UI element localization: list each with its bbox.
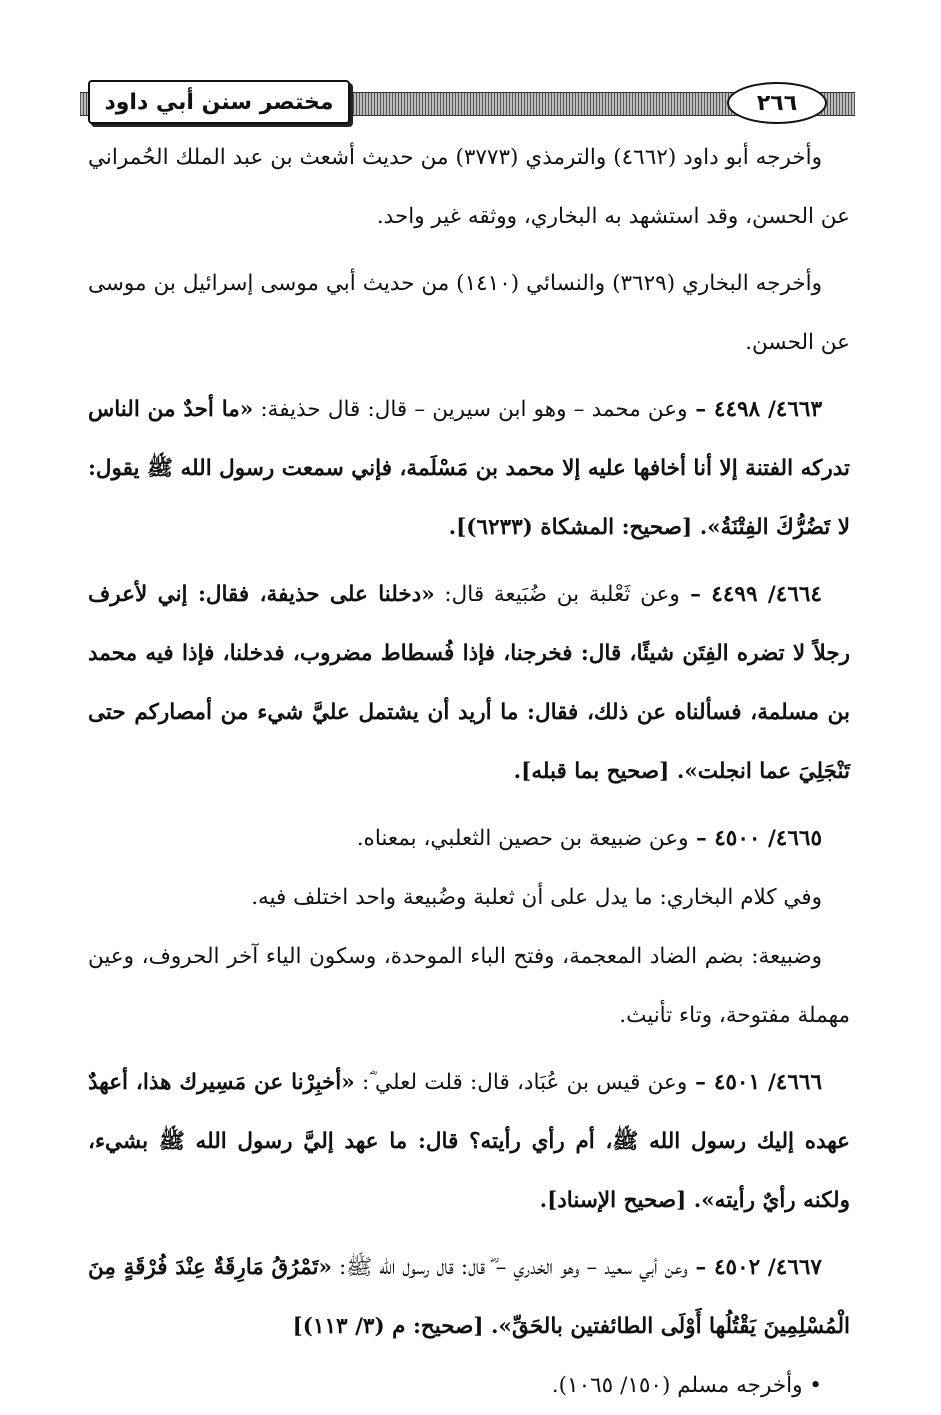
paragraph: وضبيعة: بضم الضاد المعجمة، وفتح الباء الموحدة، وسكون الياء آخر الحروف، وعين مهملة مفتوحة، وتاء تأنيث. <box>88 944 850 1028</box>
page-number: ٢٦٦ <box>756 90 798 116</box>
paragraph: وأخرجه البخاري (٣٦٢٩) والنسائي (١٤١٠) من حديث أبي موسى إسرائيل بن موسى عن الحسن. <box>88 271 850 355</box>
hadith-4664 <box>88 565 850 801</box>
book-title: مختصر سنن أبي داود <box>104 89 334 115</box>
footnote-bullet: • وأخرجه مسلم (١٥٠/ ١٠٦٥). <box>551 1373 822 1398</box>
page-number-oval <box>727 82 827 124</box>
hadith-number: ٤٦٦٣/ ٤٤٩٨ – <box>687 397 822 422</box>
hadith-chain: وعن أبي سعيد – وهو الخدري – ؓ قال: قال رسول الله ﷺ: <box>331 1255 688 1280</box>
hadith-text: «دخلنا على حذيفة، فقال: إني لأعرف رجلاً لا تضره الفِتَن شيئًا، قال: فخرجنا، فإذا فُسطاط مضروب، فدخلنا، فإذا فيه محمد بن مسلمة، فسألناه عن ذلك، فقال: ما أريد أن يشتمل عليَّ شيء من أمصاركم حتى تَنْجَلِيَ عما انجلت». [صحيح بما قبله]. <box>88 582 850 784</box>
hadith-number: ٤٦٦٧/ ٤٥٠٢ – <box>687 1255 822 1280</box>
hadith-text: «أخبِرْنا عن مَسِيرك هذا، أعهدٌ عهده إليك رسول الله ﷺ، أم رأي رأيته؟ قال: ما عهد إليَّ رسول الله ﷺ بشيء، ولكنه رأيٌ رأيته». [صحيح الإسناد]. <box>88 1070 850 1213</box>
paragraph: وفي كلام البخاري: ما يدل على أن ثعلبة وضُبيعة واحد اختلف فيه. <box>251 885 822 910</box>
page-body <box>88 128 850 1415</box>
book-title-box <box>88 80 350 124</box>
hadith-4665 <box>88 809 850 868</box>
hadith-number: ٤٦٦٦/ ٤٥٠١ – <box>687 1070 822 1095</box>
hadith-4663 <box>88 380 850 557</box>
hadith-chain: وعن ضبيعة بن حصين الثعلبي، بمعناه. <box>356 826 689 851</box>
hadith-4667 <box>88 1238 850 1356</box>
hadith-text: «تَمْرُقُ مَارِقَةٌ عِنْدَ فُرْقَةٍ مِنَ الْمُسْلِمِينَ يَقْتُلُها أَوْلَى الطائفتين بالحَقِّ». [صحيح: م (٣/ ١١٣)] <box>88 1255 850 1339</box>
hadith-chain: وعن ثَعْلبة بن ضُبَيعة قال: <box>434 582 680 607</box>
hadith-chain: وعن محمد – وهو ابن سيرين – قال: قال حذيفة: <box>253 397 688 422</box>
hadith-chain: وعن قيس بن عُبَاد، قال: قلت لعلي ؓ: <box>354 1070 688 1095</box>
hadith-text: «ما أحدٌ من الناس تدركه الفتنة إلا أنا أخافها عليه إلا محمد بن مَسْلَمة، فإني سمعت رسول الله ﷺ يقول: لا تَضُرُّكَ الفِتْنَةُ». [صحيح: المشكاة (٦٢٣٣)]. <box>88 397 850 540</box>
page-header <box>80 78 855 124</box>
hadith-number: ٤٦٦٥/ ٤٥٠٠ – <box>688 826 822 851</box>
hadith-4666 <box>88 1053 850 1230</box>
hadith-number: ٤٦٦٤/ ٤٤٩٩ – <box>679 582 822 607</box>
paragraph: وأخرجه أبو داود (٤٦٦٢) والترمذي (٣٧٧٣) من حديث أشعث بن عبد الملك الحُمراني عن الحسن، وقد استشهد به البخاري، ووثقه غير واحد. <box>88 145 850 229</box>
